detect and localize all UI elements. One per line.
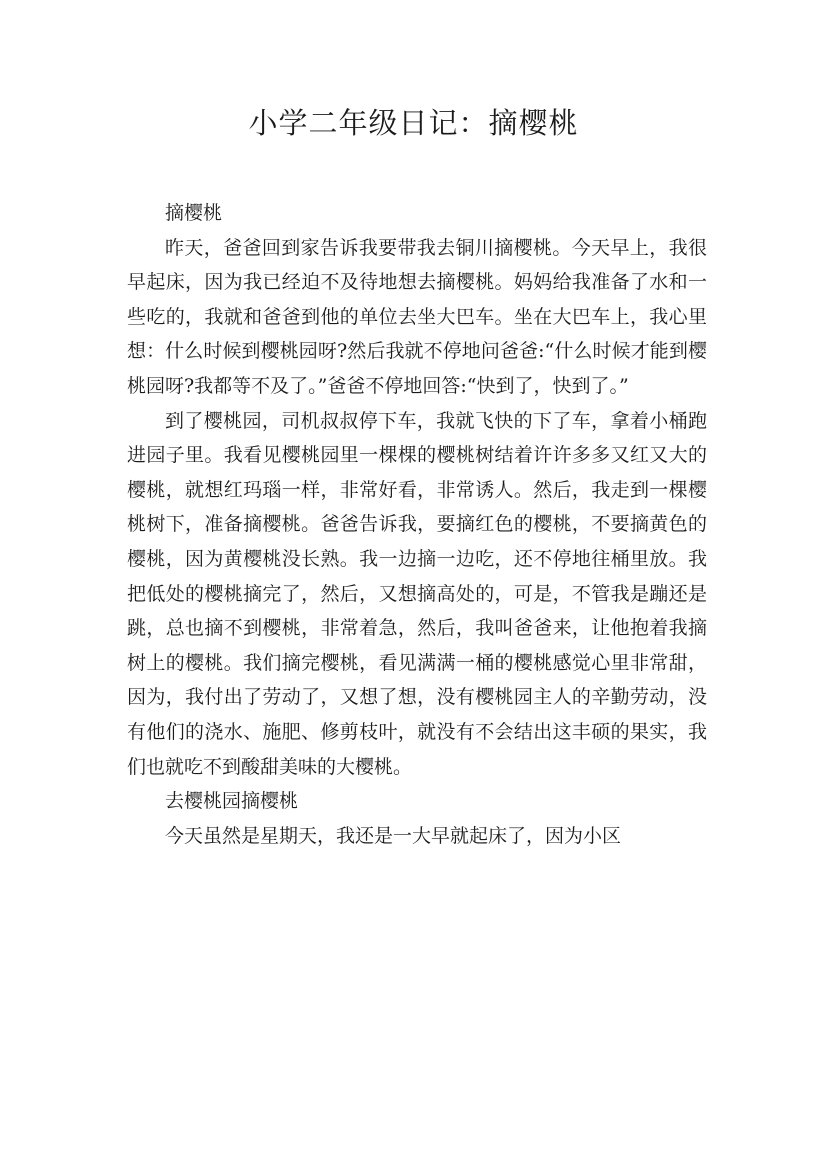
page-title: 小学二年级日记：摘樱桃 [248, 106, 579, 140]
paragraph: 今天虽然是星期天，我还是一大早就起床了，因为小区 [165, 824, 622, 847]
document-body [127, 196, 707, 853]
paragraph: 到了樱桃园，司机叔叔停下车，我就飞快的下了车，拿着小桶跑进园子里。我看见樱桃园里一棵棵的樱桃树结着许许多多又红又大的樱桃，就想红玛瑙一样，非常好看，非常诱人。然后，我走到一棵樱桃树下，准备摘樱桃。爸爸告诉我，要摘红色的樱桃，不要摘黄色的樱桃，因为黄樱桃没长熟。我一边摘一边吃，还不停地往桶里放。我把低处的樱桃摘完了，然后，又想摘高处的，可是，不管我是蹦还是跳，总也摘不到樱桃，非常着急，然后，我叫爸爸来，让他抱着我摘树上的樱桃。我们摘完樱桃，看见满满一桶的樱桃感觉心里非常甜，因为，我付出了劳动了，又想了想，没有樱桃园主人的辛勤劳动，没有他们的浇水、施肥、修剪枝叶，就没有不会结出这丰硕的果实，我们也就吃不到酸甜美味的大樱桃。 [127, 409, 707, 778]
section-heading: 去樱桃园摘樱桃 [165, 790, 299, 813]
paragraph: 昨天，爸爸回到家告诉我要带我去铜川摘樱桃。今天早上，我很早起床，因为我已经迫不及待地想去摘樱桃。妈妈给我准备了水和一些吃的，我就和爸爸到他的单位去坐大巴车。坐在大巴车上，我心里想：什么时候到樱桃园呀?然后我就不停地问爸爸:“什么时候才能到樱桃园呀?我都等不及了。”爸爸不停地回答:“快到了，快到了。” [127, 236, 707, 397]
section-heading: 摘樱桃 [165, 202, 223, 224]
